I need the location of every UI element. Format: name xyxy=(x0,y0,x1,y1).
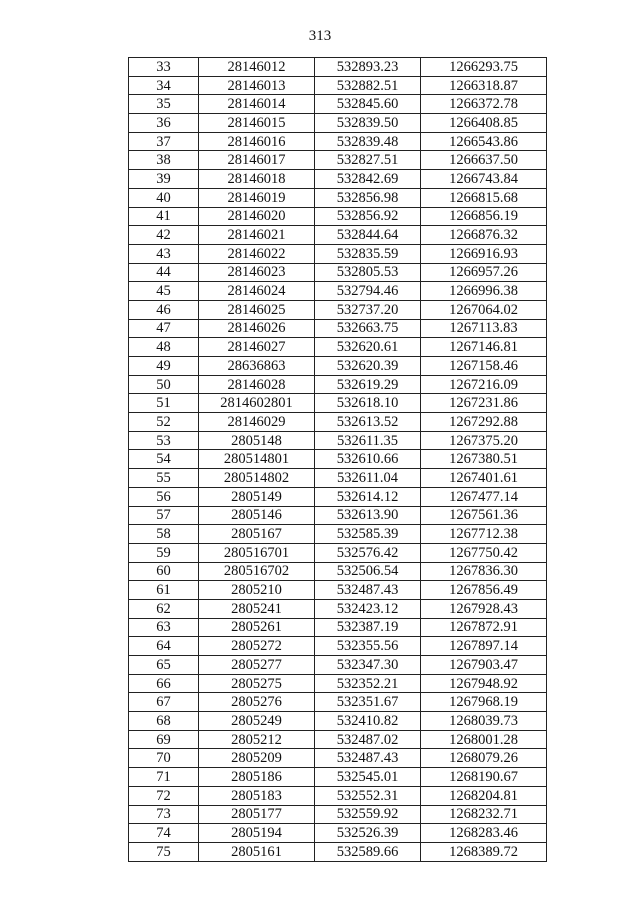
point-id-cell: 2805186 xyxy=(199,768,315,787)
x-coordinate-cell: 532882.51 xyxy=(315,76,421,95)
table-row xyxy=(129,637,547,656)
y-coordinate-cell: 1267292.88 xyxy=(421,413,547,432)
point-id-cell: 28146026 xyxy=(199,319,315,338)
row-index-cell: 35 xyxy=(129,95,199,114)
row-index-cell: 45 xyxy=(129,282,199,301)
row-index-cell: 38 xyxy=(129,151,199,170)
table-row xyxy=(129,151,547,170)
x-coordinate-cell: 532620.61 xyxy=(315,338,421,357)
y-coordinate-cell: 1267928.43 xyxy=(421,599,547,618)
point-id-cell: 2805183 xyxy=(199,786,315,805)
y-coordinate-cell: 1266318.87 xyxy=(421,76,547,95)
y-coordinate-cell: 1267158.46 xyxy=(421,357,547,376)
x-coordinate-cell: 532552.31 xyxy=(315,786,421,805)
y-coordinate-cell: 1267897.14 xyxy=(421,637,547,656)
x-coordinate-cell: 532839.48 xyxy=(315,132,421,151)
x-coordinate-cell: 532613.90 xyxy=(315,506,421,525)
point-id-cell: 28146012 xyxy=(199,58,315,77)
row-index-cell: 48 xyxy=(129,338,199,357)
x-coordinate-cell: 532487.02 xyxy=(315,730,421,749)
y-coordinate-cell: 1267856.49 xyxy=(421,581,547,600)
x-coordinate-cell: 532611.04 xyxy=(315,469,421,488)
y-coordinate-cell: 1268190.67 xyxy=(421,768,547,787)
table-row xyxy=(129,188,547,207)
x-coordinate-cell: 532663.75 xyxy=(315,319,421,338)
table-row xyxy=(129,319,547,338)
point-id-cell: 28146014 xyxy=(199,95,315,114)
x-coordinate-cell: 532844.64 xyxy=(315,226,421,245)
point-id-cell: 28146024 xyxy=(199,282,315,301)
y-coordinate-cell: 1268204.81 xyxy=(421,786,547,805)
y-coordinate-cell: 1267836.30 xyxy=(421,562,547,581)
table-row xyxy=(129,712,547,731)
point-id-cell: 280516702 xyxy=(199,562,315,581)
table-row xyxy=(129,487,547,506)
table-row xyxy=(129,749,547,768)
table-row xyxy=(129,674,547,693)
table-row xyxy=(129,525,547,544)
table-body xyxy=(129,58,547,862)
table-row xyxy=(129,506,547,525)
row-index-cell: 68 xyxy=(129,712,199,731)
y-coordinate-cell: 1268283.46 xyxy=(421,824,547,843)
y-coordinate-cell: 1267750.42 xyxy=(421,543,547,562)
table-row xyxy=(129,450,547,469)
point-id-cell: 28146015 xyxy=(199,114,315,133)
table-row xyxy=(129,581,547,600)
y-coordinate-cell: 1267401.61 xyxy=(421,469,547,488)
y-coordinate-cell: 1267146.81 xyxy=(421,338,547,357)
row-index-cell: 58 xyxy=(129,525,199,544)
point-id-cell: 28146028 xyxy=(199,375,315,394)
row-index-cell: 49 xyxy=(129,357,199,376)
point-id-cell: 28146017 xyxy=(199,151,315,170)
row-index-cell: 67 xyxy=(129,693,199,712)
point-id-cell: 280514801 xyxy=(199,450,315,469)
x-coordinate-cell: 532618.10 xyxy=(315,394,421,413)
table-row xyxy=(129,618,547,637)
x-coordinate-cell: 532835.59 xyxy=(315,244,421,263)
table-row xyxy=(129,543,547,562)
table-row xyxy=(129,244,547,263)
table-row xyxy=(129,413,547,432)
table-row xyxy=(129,394,547,413)
row-index-cell: 54 xyxy=(129,450,199,469)
row-index-cell: 70 xyxy=(129,749,199,768)
point-id-cell: 28636863 xyxy=(199,357,315,376)
row-index-cell: 44 xyxy=(129,263,199,282)
row-index-cell: 65 xyxy=(129,656,199,675)
table-row xyxy=(129,469,547,488)
table-row xyxy=(129,375,547,394)
point-id-cell: 2805275 xyxy=(199,674,315,693)
y-coordinate-cell: 1268079.26 xyxy=(421,749,547,768)
y-coordinate-cell: 1266543.86 xyxy=(421,132,547,151)
row-index-cell: 43 xyxy=(129,244,199,263)
x-coordinate-cell: 532805.53 xyxy=(315,263,421,282)
row-index-cell: 60 xyxy=(129,562,199,581)
x-coordinate-cell: 532614.12 xyxy=(315,487,421,506)
table-row xyxy=(129,562,547,581)
point-id-cell: 28146020 xyxy=(199,207,315,226)
point-id-cell: 28146029 xyxy=(199,413,315,432)
y-coordinate-cell: 1268232.71 xyxy=(421,805,547,824)
x-coordinate-cell: 532827.51 xyxy=(315,151,421,170)
y-coordinate-cell: 1267231.86 xyxy=(421,394,547,413)
table-row xyxy=(129,170,547,189)
x-coordinate-cell: 532845.60 xyxy=(315,95,421,114)
row-index-cell: 42 xyxy=(129,226,199,245)
row-index-cell: 62 xyxy=(129,599,199,618)
point-id-cell: 2805212 xyxy=(199,730,315,749)
y-coordinate-cell: 1267903.47 xyxy=(421,656,547,675)
y-coordinate-cell: 1266293.75 xyxy=(421,58,547,77)
y-coordinate-cell: 1268001.28 xyxy=(421,730,547,749)
point-id-cell: 28146018 xyxy=(199,170,315,189)
point-id-cell: 2805261 xyxy=(199,618,315,637)
table-row xyxy=(129,76,547,95)
x-coordinate-cell: 532737.20 xyxy=(315,300,421,319)
row-index-cell: 37 xyxy=(129,132,199,151)
y-coordinate-cell: 1267380.51 xyxy=(421,450,547,469)
point-id-cell: 2805210 xyxy=(199,581,315,600)
row-index-cell: 72 xyxy=(129,786,199,805)
row-index-cell: 59 xyxy=(129,543,199,562)
x-coordinate-cell: 532351.67 xyxy=(315,693,421,712)
point-id-cell: 2805177 xyxy=(199,805,315,824)
y-coordinate-cell: 1268389.72 xyxy=(421,842,547,861)
table-row xyxy=(129,786,547,805)
y-coordinate-cell: 1267477.14 xyxy=(421,487,547,506)
y-coordinate-cell: 1266916.93 xyxy=(421,244,547,263)
y-coordinate-cell: 1268039.73 xyxy=(421,712,547,731)
x-coordinate-cell: 532856.92 xyxy=(315,207,421,226)
x-coordinate-cell: 532893.23 xyxy=(315,58,421,77)
x-coordinate-cell: 532613.52 xyxy=(315,413,421,432)
x-coordinate-cell: 532839.50 xyxy=(315,114,421,133)
point-id-cell: 28146013 xyxy=(199,76,315,95)
point-id-cell: 280516701 xyxy=(199,543,315,562)
row-index-cell: 74 xyxy=(129,824,199,843)
y-coordinate-cell: 1267113.83 xyxy=(421,319,547,338)
point-id-cell: 2814602801 xyxy=(199,394,315,413)
row-index-cell: 64 xyxy=(129,637,199,656)
table-row xyxy=(129,207,547,226)
point-id-cell: 2805149 xyxy=(199,487,315,506)
table-row xyxy=(129,132,547,151)
row-index-cell: 63 xyxy=(129,618,199,637)
table-row xyxy=(129,599,547,618)
table-row xyxy=(129,768,547,787)
x-coordinate-cell: 532352.21 xyxy=(315,674,421,693)
x-coordinate-cell: 532610.66 xyxy=(315,450,421,469)
x-coordinate-cell: 532619.29 xyxy=(315,375,421,394)
y-coordinate-cell: 1266637.50 xyxy=(421,151,547,170)
table-row xyxy=(129,357,547,376)
x-coordinate-cell: 532410.82 xyxy=(315,712,421,731)
point-id-cell: 2805161 xyxy=(199,842,315,861)
row-index-cell: 69 xyxy=(129,730,199,749)
y-coordinate-cell: 1267948.92 xyxy=(421,674,547,693)
point-id-cell: 28146019 xyxy=(199,188,315,207)
y-coordinate-cell: 1266957.26 xyxy=(421,263,547,282)
table-row xyxy=(129,693,547,712)
y-coordinate-cell: 1267872.91 xyxy=(421,618,547,637)
y-coordinate-cell: 1267216.09 xyxy=(421,375,547,394)
point-id-cell: 2805167 xyxy=(199,525,315,544)
table-row xyxy=(129,805,547,824)
table-row xyxy=(129,282,547,301)
x-coordinate-cell: 532487.43 xyxy=(315,581,421,600)
point-id-cell: 28146023 xyxy=(199,263,315,282)
row-index-cell: 73 xyxy=(129,805,199,824)
y-coordinate-cell: 1266876.32 xyxy=(421,226,547,245)
x-coordinate-cell: 532611.35 xyxy=(315,431,421,450)
row-index-cell: 46 xyxy=(129,300,199,319)
row-index-cell: 66 xyxy=(129,674,199,693)
row-index-cell: 41 xyxy=(129,207,199,226)
point-id-cell: 280514802 xyxy=(199,469,315,488)
y-coordinate-cell: 1267712.38 xyxy=(421,525,547,544)
point-id-cell: 2805148 xyxy=(199,431,315,450)
point-id-cell: 28146025 xyxy=(199,300,315,319)
x-coordinate-cell: 532585.39 xyxy=(315,525,421,544)
point-id-cell: 2805146 xyxy=(199,506,315,525)
row-index-cell: 52 xyxy=(129,413,199,432)
y-coordinate-cell: 1267968.19 xyxy=(421,693,547,712)
row-index-cell: 57 xyxy=(129,506,199,525)
point-id-cell: 2805209 xyxy=(199,749,315,768)
x-coordinate-cell: 532526.39 xyxy=(315,824,421,843)
x-coordinate-cell: 532487.43 xyxy=(315,749,421,768)
table-row xyxy=(129,431,547,450)
point-id-cell: 2805194 xyxy=(199,824,315,843)
x-coordinate-cell: 532856.98 xyxy=(315,188,421,207)
point-id-cell: 2805241 xyxy=(199,599,315,618)
point-id-cell: 2805276 xyxy=(199,693,315,712)
x-coordinate-cell: 532589.66 xyxy=(315,842,421,861)
x-coordinate-cell: 532387.19 xyxy=(315,618,421,637)
x-coordinate-cell: 532559.92 xyxy=(315,805,421,824)
row-index-cell: 75 xyxy=(129,842,199,861)
row-index-cell: 40 xyxy=(129,188,199,207)
x-coordinate-cell: 532794.46 xyxy=(315,282,421,301)
x-coordinate-cell: 532423.12 xyxy=(315,599,421,618)
row-index-cell: 33 xyxy=(129,58,199,77)
point-id-cell: 2805249 xyxy=(199,712,315,731)
row-index-cell: 61 xyxy=(129,581,199,600)
y-coordinate-cell: 1266815.68 xyxy=(421,188,547,207)
x-coordinate-cell: 532506.54 xyxy=(315,562,421,581)
x-coordinate-cell: 532620.39 xyxy=(315,357,421,376)
table-row xyxy=(129,824,547,843)
y-coordinate-cell: 1267561.36 xyxy=(421,506,547,525)
y-coordinate-cell: 1266996.38 xyxy=(421,282,547,301)
point-id-cell: 28146016 xyxy=(199,132,315,151)
table-row xyxy=(129,263,547,282)
row-index-cell: 56 xyxy=(129,487,199,506)
y-coordinate-cell: 1267375.20 xyxy=(421,431,547,450)
x-coordinate-cell: 532545.01 xyxy=(315,768,421,787)
x-coordinate-cell: 532842.69 xyxy=(315,170,421,189)
table-row xyxy=(129,95,547,114)
table-row xyxy=(129,338,547,357)
table-row xyxy=(129,226,547,245)
table-row xyxy=(129,58,547,77)
x-coordinate-cell: 532576.42 xyxy=(315,543,421,562)
table-row xyxy=(129,656,547,675)
y-coordinate-cell: 1266856.19 xyxy=(421,207,547,226)
row-index-cell: 34 xyxy=(129,76,199,95)
point-id-cell: 2805272 xyxy=(199,637,315,656)
row-index-cell: 51 xyxy=(129,394,199,413)
table-row xyxy=(129,730,547,749)
point-id-cell: 28146022 xyxy=(199,244,315,263)
table-row xyxy=(129,114,547,133)
table-row xyxy=(129,842,547,861)
point-id-cell: 28146027 xyxy=(199,338,315,357)
y-coordinate-cell: 1266408.85 xyxy=(421,114,547,133)
row-index-cell: 71 xyxy=(129,768,199,787)
row-index-cell: 47 xyxy=(129,319,199,338)
row-index-cell: 53 xyxy=(129,431,199,450)
y-coordinate-cell: 1266743.84 xyxy=(421,170,547,189)
row-index-cell: 39 xyxy=(129,170,199,189)
point-id-cell: 2805277 xyxy=(199,656,315,675)
x-coordinate-cell: 532355.56 xyxy=(315,637,421,656)
y-coordinate-cell: 1267064.02 xyxy=(421,300,547,319)
table-row xyxy=(129,300,547,319)
row-index-cell: 50 xyxy=(129,375,199,394)
row-index-cell: 55 xyxy=(129,469,199,488)
coordinates-table xyxy=(128,57,547,862)
x-coordinate-cell: 532347.30 xyxy=(315,656,421,675)
row-index-cell: 36 xyxy=(129,114,199,133)
point-id-cell: 28146021 xyxy=(199,226,315,245)
y-coordinate-cell: 1266372.78 xyxy=(421,95,547,114)
page-number: 313 xyxy=(308,28,332,44)
